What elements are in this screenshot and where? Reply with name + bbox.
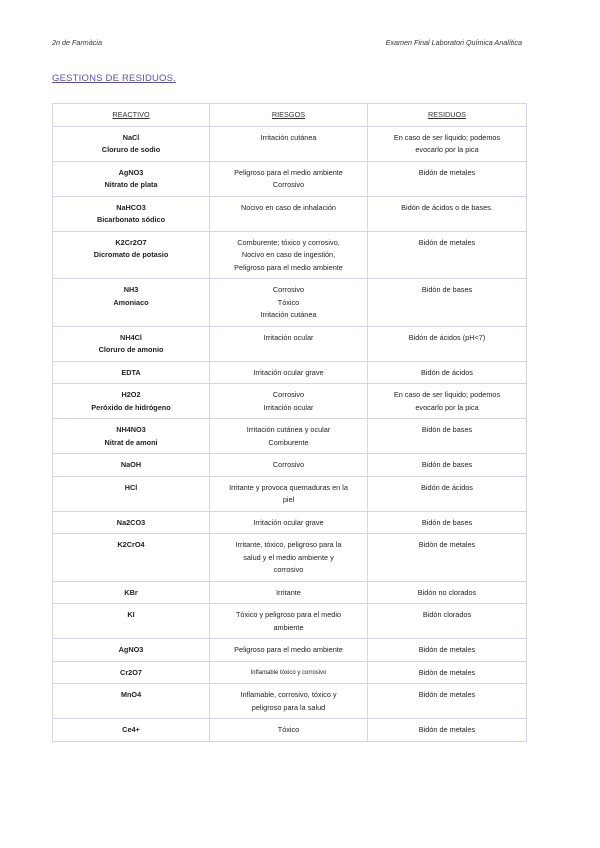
cell-text: Peligroso para el medio ambiente bbox=[234, 262, 343, 272]
table-row bbox=[53, 604, 527, 639]
riesgos-cell bbox=[210, 279, 368, 327]
cell-text: Bidón de ácidos o de bases. bbox=[401, 202, 493, 212]
cell-text: K2CrO4 bbox=[117, 540, 145, 549]
riesgos-cell bbox=[210, 384, 368, 419]
table-row bbox=[53, 534, 527, 582]
cell-text: Bidón clorados bbox=[422, 610, 472, 619]
cell-text: MnO4 bbox=[120, 690, 142, 699]
reactivo-cell bbox=[53, 604, 210, 639]
table-row bbox=[53, 719, 527, 742]
riesgos-cell bbox=[210, 161, 368, 196]
reactivo-cell bbox=[53, 581, 210, 604]
table-row bbox=[53, 279, 527, 327]
cell-text: AgNO3 bbox=[118, 645, 144, 654]
reactivo-cell bbox=[53, 419, 210, 454]
cell-text: Ce4+ bbox=[122, 725, 140, 734]
cell-text: Irritación ocular grave bbox=[253, 367, 324, 377]
table-row bbox=[53, 361, 527, 384]
cell-text: Nitrat de amoni bbox=[104, 437, 158, 447]
cell-text: Bidón de metales bbox=[418, 167, 476, 177]
cell-text: Nocivo en caso de ingestión, bbox=[241, 250, 336, 259]
cell-text: evocarlo por la pica bbox=[415, 402, 479, 412]
residuos-cell bbox=[368, 279, 527, 327]
waste-management-table bbox=[52, 103, 527, 742]
riesgos-cell bbox=[210, 581, 368, 604]
residuos-cell bbox=[368, 384, 527, 419]
table-row bbox=[53, 661, 527, 684]
table-header-row bbox=[53, 104, 527, 127]
residuos-cell bbox=[368, 511, 527, 534]
cell-text: Peligroso para el medio ambiente bbox=[234, 645, 343, 654]
riesgos-cell bbox=[210, 361, 368, 384]
residuos-cell bbox=[368, 196, 527, 231]
cell-text: KBr bbox=[124, 587, 138, 597]
reactivo-cell bbox=[53, 231, 210, 279]
cell-text: Bidón de ácidos bbox=[421, 482, 473, 492]
cell-text: Bidón de metales bbox=[418, 690, 476, 699]
cell-text: Nitrato de plata bbox=[104, 180, 158, 189]
riesgos-cell bbox=[210, 534, 368, 582]
reactivo-cell bbox=[53, 639, 210, 662]
riesgos-cell bbox=[210, 231, 368, 279]
cell-text: Irritante bbox=[276, 587, 301, 597]
cell-text: Bidón de metales bbox=[418, 645, 476, 654]
cell-text: Inflamable, corrosivo, tóxico y bbox=[240, 690, 337, 699]
reactivo-cell bbox=[53, 684, 210, 719]
cell-text: Corrosivo bbox=[272, 390, 305, 399]
table-row bbox=[53, 196, 527, 231]
cell-text: KI bbox=[127, 610, 135, 619]
table-row bbox=[53, 326, 527, 361]
riesgos-cell bbox=[210, 454, 368, 477]
cell-text: Peróxido de hidrógeno bbox=[91, 402, 171, 412]
cell-text: evocarlo por la pica bbox=[415, 145, 479, 154]
cell-text: Irritación ocular bbox=[263, 332, 314, 342]
table-row bbox=[53, 126, 527, 161]
cell-text: EDTA bbox=[121, 367, 141, 377]
cell-text: Tóxico bbox=[277, 297, 300, 307]
cell-text: K2Cr2O7 bbox=[115, 237, 147, 247]
riesgos-cell bbox=[210, 511, 368, 534]
cell-text: NaHCO3 bbox=[116, 202, 146, 212]
table-row bbox=[53, 384, 527, 419]
riesgos-cell bbox=[210, 476, 368, 511]
cell-text: Inflamable tóxico y corrosivo bbox=[250, 669, 327, 676]
table-row bbox=[53, 684, 527, 719]
cell-text: corrosivo bbox=[273, 565, 304, 574]
residuos-cell bbox=[368, 361, 527, 384]
residuos-cell bbox=[368, 476, 527, 511]
cell-text: Corrosivo bbox=[272, 285, 305, 294]
cell-text: H2O2 bbox=[121, 390, 141, 399]
reactivo-cell bbox=[53, 719, 210, 742]
table-row bbox=[53, 639, 527, 662]
cell-text: Bidón de bases bbox=[421, 425, 473, 434]
cell-text: Irritación cutánea bbox=[260, 310, 317, 319]
residuos-cell bbox=[368, 454, 527, 477]
column-header-reactivo: REACTIVO bbox=[53, 104, 210, 127]
cell-text: ambiente bbox=[273, 622, 304, 632]
cell-text: Cr2O7 bbox=[120, 667, 142, 677]
reactivo-cell bbox=[53, 126, 210, 161]
table-row bbox=[53, 581, 527, 604]
table-row bbox=[53, 161, 527, 196]
riesgos-cell bbox=[210, 719, 368, 742]
cell-text: Bidón no clorados bbox=[417, 587, 477, 597]
cell-text: Tóxico bbox=[277, 725, 300, 734]
residuos-cell bbox=[368, 534, 527, 582]
cell-text: Bidón de metales bbox=[418, 237, 476, 247]
reactivo-cell bbox=[53, 326, 210, 361]
cell-text: NaCl bbox=[122, 132, 140, 142]
table-row bbox=[53, 454, 527, 477]
reactivo-cell bbox=[53, 454, 210, 477]
residuos-cell bbox=[368, 661, 527, 684]
reactivo-cell bbox=[53, 196, 210, 231]
reactivo-cell bbox=[53, 534, 210, 582]
table-row bbox=[53, 511, 527, 534]
cell-text: Amoniaco bbox=[113, 297, 149, 307]
reactivo-cell bbox=[53, 279, 210, 327]
cell-text: NH3 bbox=[123, 285, 139, 294]
cell-text: Bidón de metales bbox=[418, 667, 476, 677]
cell-text: Irritación cutánea y ocular bbox=[246, 425, 331, 434]
residuos-cell bbox=[368, 581, 527, 604]
reactivo-cell bbox=[53, 511, 210, 534]
column-header-residuos: RESIDUOS bbox=[368, 104, 527, 127]
cell-text: Cloruro de amonio bbox=[98, 345, 164, 354]
cell-text: Bidón de metales bbox=[418, 725, 476, 734]
cell-text: Corrosivo bbox=[272, 180, 305, 189]
cell-text: Bidón de bases bbox=[421, 285, 473, 294]
residuos-cell bbox=[368, 419, 527, 454]
reactivo-cell bbox=[53, 476, 210, 511]
residuos-cell bbox=[368, 684, 527, 719]
residuos-cell bbox=[368, 231, 527, 279]
residuos-cell bbox=[368, 126, 527, 161]
cell-text: Cloruro de sodio bbox=[101, 145, 161, 154]
residuos-cell bbox=[368, 326, 527, 361]
riesgos-cell bbox=[210, 604, 368, 639]
cell-text: Nocivo en caso de inhalación bbox=[241, 202, 336, 212]
cell-text: NH4Cl bbox=[120, 332, 142, 342]
riesgos-cell bbox=[210, 126, 368, 161]
cell-text: Peligroso para el medio ambiente bbox=[234, 167, 343, 177]
reactivo-cell bbox=[53, 384, 210, 419]
table-body bbox=[53, 126, 527, 741]
cell-text: Irritante, tóxico, peligroso para la bbox=[235, 540, 342, 549]
cell-text: Tóxico y peligroso para el medio bbox=[235, 610, 342, 619]
section-title: GESTIONS DE RESIDUOS. bbox=[52, 73, 177, 84]
reactivo-cell bbox=[53, 361, 210, 384]
riesgos-cell bbox=[210, 661, 368, 684]
reactivo-cell bbox=[53, 661, 210, 684]
cell-text: Dicromato de potasio bbox=[93, 250, 169, 259]
cell-text: salud y el medio ambiente y bbox=[243, 552, 334, 562]
cell-text: Comburente bbox=[268, 437, 309, 447]
cell-text: Bidón de ácidos bbox=[421, 367, 473, 377]
riesgos-cell bbox=[210, 684, 368, 719]
table-row bbox=[53, 419, 527, 454]
cell-text: NH4NO3 bbox=[116, 425, 146, 434]
header-course: 2n de Farmàcia bbox=[52, 38, 102, 47]
column-header-riesgos: RIESGOS bbox=[210, 104, 368, 127]
cell-text: Irritación ocular bbox=[263, 402, 314, 412]
residuos-cell bbox=[368, 604, 527, 639]
cell-text: HCl bbox=[124, 482, 138, 492]
riesgos-cell bbox=[210, 419, 368, 454]
cell-text: piel bbox=[282, 495, 295, 504]
reactivo-cell bbox=[53, 161, 210, 196]
cell-text: Irritante y provoca quemaduras en la bbox=[229, 482, 348, 492]
riesgos-cell bbox=[210, 639, 368, 662]
table-row bbox=[53, 231, 527, 279]
cell-text: Na2CO3 bbox=[116, 517, 146, 527]
table-row bbox=[53, 476, 527, 511]
cell-text: Bidón de bases bbox=[421, 517, 473, 527]
cell-text: Bicarbonato sódico bbox=[96, 215, 166, 224]
riesgos-cell bbox=[210, 196, 368, 231]
cell-text: Irritación cutánea bbox=[260, 132, 317, 142]
cell-text: AgNO3 bbox=[118, 167, 144, 177]
residuos-cell bbox=[368, 719, 527, 742]
cell-text: NaOH bbox=[120, 460, 142, 469]
header-exam-title: Examen Final Laboratori Química Analítica bbox=[385, 38, 522, 47]
cell-text: Bidón de bases bbox=[421, 460, 473, 469]
cell-text: Corrosivo bbox=[272, 460, 305, 469]
riesgos-cell bbox=[210, 326, 368, 361]
cell-text: Bidón de metales bbox=[418, 540, 476, 549]
cell-text: peligroso para la salud bbox=[251, 702, 326, 712]
residuos-cell bbox=[368, 161, 527, 196]
cell-text: Irritación ocular grave bbox=[253, 517, 324, 527]
cell-text: Comburente; tóxico y corrosivo, bbox=[237, 237, 340, 247]
residuos-cell bbox=[368, 639, 527, 662]
cell-text: En caso de ser líquido; podemos bbox=[393, 132, 501, 142]
cell-text: En caso de ser líquido; podemos bbox=[393, 390, 501, 399]
cell-text: Bidón de ácidos (pH<7) bbox=[408, 332, 486, 342]
